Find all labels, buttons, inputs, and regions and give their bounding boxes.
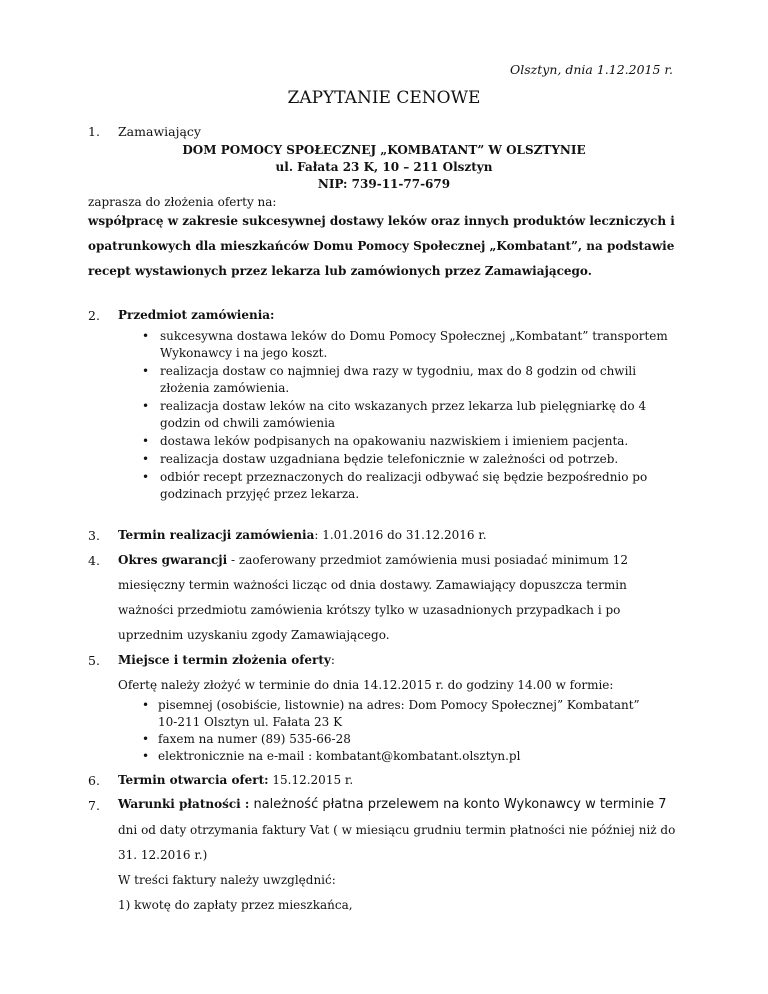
- section-5-intro: Ofertę należy złożyć w terminie do dnia 14.12.2015 r. do godziny 14.00 w formie:: [118, 678, 614, 692]
- section-1-number: 1.: [88, 124, 100, 139]
- section-6-value: 15.12.2015 r.: [268, 773, 354, 787]
- bullet-icon: •: [142, 732, 150, 746]
- section-6-text: [118, 773, 353, 787]
- section-2-label: Przedmiot zamówienia:: [118, 308, 275, 322]
- section-7-line: dni od daty otrzymania faktury Vat ( w miesiącu grudniu termin płatności nie później niż do: [118, 823, 676, 837]
- list-item: sukcesywna dostawa leków do Domu Pomocy Społecznej „Kombatant” transportem: [160, 329, 668, 343]
- list-item: godzin od chwili zamówienia: [160, 416, 336, 430]
- list-item: faxem na numer (89) 535-66-28: [158, 732, 351, 746]
- section-4-text: [118, 553, 628, 567]
- org-name: DOM POMOCY SPOŁECZNEJ „KOMBATANT” W OLSZTYNIE: [182, 143, 586, 157]
- bullet-icon: •: [142, 749, 150, 763]
- bullet-icon: •: [142, 698, 150, 712]
- section-7-line: W treści faktury należy uwzględnić:: [118, 873, 336, 887]
- section-7-line: 1) kwotę do zapłaty przez mieszkańca,: [118, 898, 353, 912]
- section-4-line: miesięczny termin ważności licząc od dnia dostawy. Zamawiający dopuszcza termin: [118, 578, 627, 592]
- section-7-label: Warunki płatności :: [118, 797, 250, 811]
- list-item: realizacja dostaw leków na cito wskazanych przez lekarza lub pielęgniarkę do 4: [160, 399, 647, 413]
- section-4-first: - zaoferowany przedmiot zamówienia musi posiadać minimum 12: [227, 553, 628, 567]
- section-5-label: Miejsce i termin złożenia oferty: [118, 653, 331, 667]
- list-item: elektronicznie na e-mail : kombatant@kombatant.olsztyn.pl: [158, 749, 521, 763]
- list-item: dostawa leków podpisanych na opakowaniu nazwiskiem i imieniem pacjenta.: [160, 434, 629, 448]
- section-6-label: Termin otwarcia ofert:: [118, 773, 269, 787]
- bullet-icon: •: [142, 434, 150, 448]
- section-3-text: [118, 528, 487, 542]
- list-item: Wykonawcy i na jego koszt.: [160, 346, 328, 360]
- section-6-number: 6.: [88, 773, 100, 788]
- section-2-number: 2.: [88, 308, 100, 323]
- invite-text: zaprasza do złożenia oferty na:: [88, 195, 277, 209]
- section-4-line: ważności przedmiotu zamówienia krótszy tylko w uzasadnionych przypadkach i po: [118, 603, 621, 617]
- section-3-label: Termin realizacji zamówienia: [118, 528, 315, 542]
- section-7-line: 31. 12.2016 r.): [118, 848, 208, 862]
- bullet-icon: •: [142, 364, 150, 378]
- section-4-number: 4.: [88, 553, 100, 568]
- list-item: godzinach przyjęć przez lekarza.: [160, 487, 360, 501]
- section-3-number: 3.: [88, 528, 100, 543]
- document-title: ZAPYTANIE CENOWE: [287, 88, 481, 108]
- section-5-colon: :: [330, 653, 335, 667]
- list-item: pisemnej (osobiście, listownie) na adres: Dom Pomocy Społecznej” Kombatant”: [158, 698, 640, 712]
- org-address: ul. Fałata 23 K, 10 – 211 Olsztyn: [275, 160, 493, 174]
- section-7-text: [118, 797, 667, 812]
- list-item: złożenia zamówienia.: [160, 381, 290, 395]
- scope-line: recept wystawionych przez lekarza lub zamówionych przez Zamawiającego.: [88, 264, 592, 278]
- document-date: Olsztyn, dnia 1.12.2015 r.: [510, 62, 673, 77]
- bullet-icon: •: [142, 470, 150, 484]
- bullet-icon: •: [142, 399, 150, 413]
- section-4-line: uprzednim uzyskaniu zgody Zamawiającego.: [118, 628, 390, 642]
- list-item: odbiór recept przeznaczonych do realizacji odbywać się będzie bezpośrednio po: [160, 470, 648, 484]
- scope-line: współpracę w zakresie sukcesywnej dostawy leków oraz innych produktów leczniczych i: [88, 214, 675, 228]
- org-nip: NIP: 739-11-77-679: [317, 177, 451, 191]
- section-7-number: 7.: [88, 798, 100, 813]
- list-item: 10-211 Olsztyn ul. Fałata 23 K: [158, 715, 343, 729]
- section-4-label: Okres gwarancji: [118, 553, 228, 567]
- section-3-value: : 1.01.2016 do 31.12.2016 r.: [314, 528, 487, 542]
- list-item: realizacja dostaw co najmniej dwa razy w tygodniu, max do 8 godzin od chwili: [160, 364, 637, 378]
- section-7-sans: należność płatna przelewem na konto Wykonawcy w terminie 7: [249, 797, 667, 812]
- section-1-label: Zamawiający: [118, 124, 201, 139]
- section-5-number: 5.: [88, 653, 100, 668]
- scope-line: opatrunkowych dla mieszkańców Domu Pomocy Społecznej „Kombatant”, na podstawie: [88, 239, 675, 253]
- list-item: realizacja dostaw uzgadniana będzie telefonicznie w zależności od potrzeb.: [160, 452, 619, 466]
- section-5-text: [118, 653, 335, 667]
- bullet-icon: •: [142, 329, 150, 343]
- bullet-icon: •: [142, 452, 150, 466]
